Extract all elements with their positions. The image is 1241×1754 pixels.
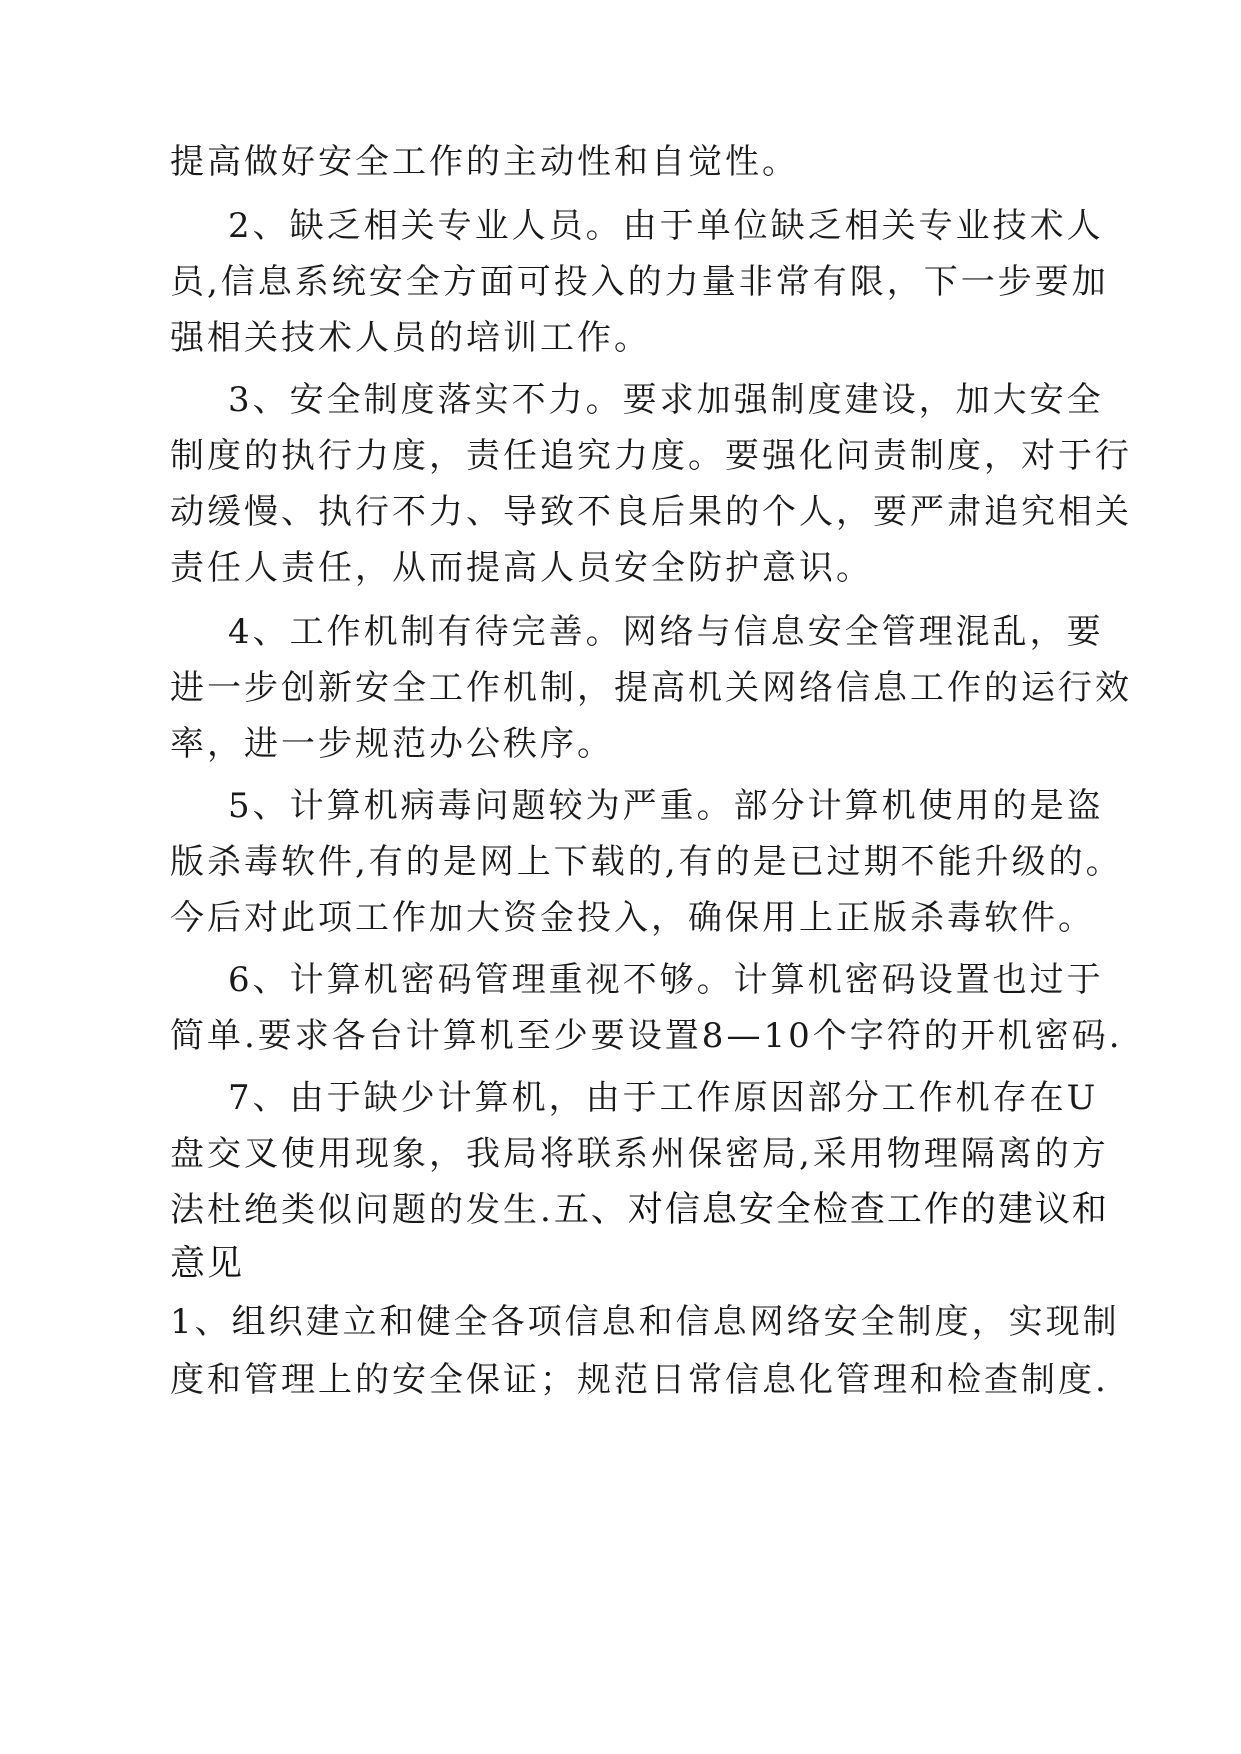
paragraph-line: 动缓慢、执行不力、导致不良后果的个人，要严肃追究相关	[170, 492, 1132, 532]
paragraph-line: 员,信息系统安全方面可投入的力量非常有限，下一步要加	[170, 262, 1109, 302]
paragraph-line: 强相关技术人员的培训工作。	[170, 318, 651, 358]
section-heading: 五、对信息安全检查工作的建议和	[553, 1190, 1109, 1230]
paragraph-line: 3、安全制度落实不力。要求加强制度建设，加大安全	[228, 380, 1104, 420]
section-heading-continued: 意见	[170, 1244, 245, 1284]
paragraph-line: 1、组织建立和健全各项信息和信息网络安全制度，实现制	[170, 1302, 1120, 1342]
paragraph-line: 提高做好安全工作的主动性和自觉性。	[170, 142, 799, 182]
paragraph-line: 今后对此项工作加大资金投入，确保用上正版杀毒软件。	[170, 898, 1095, 938]
paragraph-line: 责任人责任，从而提高人员安全防护意识。	[170, 548, 873, 588]
paragraph-line: 4、工作机制有待完善。网络与信息安全管理混乱，要	[228, 612, 1104, 652]
paragraph-line: 盘交叉使用现象，我局将联系州保密局,采用物理隔离的方	[170, 1134, 1109, 1174]
paragraph-line: 简单.要求各台计算机至少要设置8—10个字符的开机密码.	[170, 1016, 1123, 1056]
paragraph-line: 2、缺乏相关专业人员。由于单位缺乏相关专业技术人	[228, 206, 1104, 246]
paragraph-line: 进一步创新安全工作机制，提高机关网络信息工作的运行效	[170, 668, 1132, 708]
paragraph-line: 6、计算机密码管理重视不够。计算机密码设置也过于	[228, 960, 1104, 1000]
paragraph-line: 7、由于缺少计算机，由于工作原因部分工作机存在U	[228, 1078, 1099, 1118]
paragraph-line: 5、计算机病毒问题较为严重。部分计算机使用的是盗	[228, 786, 1104, 826]
paragraph-line: 率，进一步规范办公秩序。	[170, 724, 614, 764]
paragraph-line: 制度的执行力度，责任追究力度。要强化问责制度，对于行	[170, 436, 1132, 476]
paragraph-line: 版杀毒软件,有的是网上下载的,有的是已过期不能升级的。	[170, 842, 1123, 882]
paragraph-line-mixed	[170, 1186, 1241, 1234]
paragraph-line: 度和管理上的安全保证；规范日常信息化管理和检查制度.	[170, 1360, 1109, 1400]
paragraph-fragment: 法杜绝类似问题的发生.	[170, 1190, 554, 1230]
